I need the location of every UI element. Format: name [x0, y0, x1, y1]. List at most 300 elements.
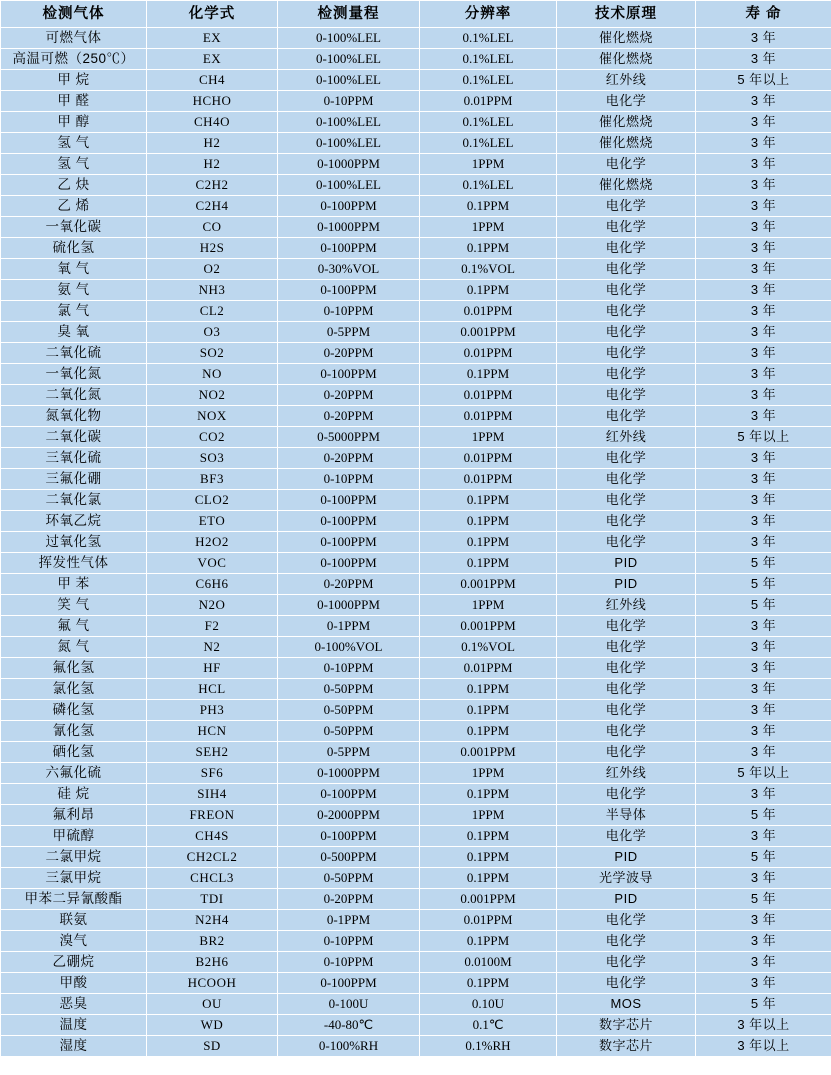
- table-cell-name: 硫化氢: [1, 238, 147, 259]
- table-row: [1, 889, 831, 910]
- table-cell-tech: 电化学: [557, 616, 696, 637]
- table-cell-name: 环氧乙烷: [1, 511, 147, 532]
- table-cell-formula: H2S: [147, 238, 278, 259]
- table-row: [1, 133, 831, 154]
- table-cell-life: 3 年: [696, 910, 831, 931]
- table-cell-name: 联氨: [1, 910, 147, 931]
- table-row: [1, 469, 831, 490]
- table-cell-life: 3 年: [696, 238, 831, 259]
- table-cell-res: 1PPM: [420, 217, 557, 238]
- table-cell-range: 0-5PPM: [278, 322, 420, 343]
- table-cell-name: 二氧化氯: [1, 490, 147, 511]
- table-row: [1, 721, 831, 742]
- table-cell-tech: 红外线: [557, 70, 696, 91]
- table-cell-range: 0-10PPM: [278, 952, 420, 973]
- table-cell-res: 0.01PPM: [420, 469, 557, 490]
- table-cell-range: 0-5000PPM: [278, 427, 420, 448]
- table-row: [1, 343, 831, 364]
- table-cell-formula: TDI: [147, 889, 278, 910]
- table-cell-res: 0.01PPM: [420, 448, 557, 469]
- table-cell-tech: 电化学: [557, 742, 696, 763]
- table-cell-tech: 催化燃烧: [557, 28, 696, 49]
- table-cell-res: 0.01PPM: [420, 406, 557, 427]
- table-cell-res: 0.1PPM: [420, 490, 557, 511]
- table-cell-name: 氟 气: [1, 616, 147, 637]
- table-body: [1, 28, 831, 1057]
- table-cell-res: 0.1PPM: [420, 553, 557, 574]
- table-cell-name: 氨 气: [1, 280, 147, 301]
- table-cell-range: 0-1000PPM: [278, 595, 420, 616]
- table-cell-name: 甲酸: [1, 973, 147, 994]
- table-cell-tech: 电化学: [557, 364, 696, 385]
- table-row: [1, 973, 831, 994]
- table-cell-formula: SF6: [147, 763, 278, 784]
- table-cell-life: 3 年: [696, 679, 831, 700]
- table-cell-range: 0-20PPM: [278, 448, 420, 469]
- table-cell-formula: SO2: [147, 343, 278, 364]
- table-row: [1, 490, 831, 511]
- table-cell-name: 甲 醇: [1, 112, 147, 133]
- table-cell-tech: 电化学: [557, 511, 696, 532]
- table-row: [1, 826, 831, 847]
- table-cell-formula: WD: [147, 1015, 278, 1036]
- table-cell-formula: SEH2: [147, 742, 278, 763]
- table-cell-range: 0-100PPM: [278, 826, 420, 847]
- table-cell-name: 磷化氢: [1, 700, 147, 721]
- table-cell-life: 3 年: [696, 784, 831, 805]
- table-cell-formula: CL2: [147, 301, 278, 322]
- table-row: [1, 70, 831, 91]
- table-row: [1, 238, 831, 259]
- table-cell-tech: 光学波导: [557, 868, 696, 889]
- table-row: [1, 658, 831, 679]
- table-cell-formula: C2H4: [147, 196, 278, 217]
- table-cell-life: 3 年: [696, 91, 831, 112]
- table-cell-res: 0.1PPM: [420, 196, 557, 217]
- table-cell-res: 0.001PPM: [420, 616, 557, 637]
- table-cell-tech: PID: [557, 889, 696, 910]
- table-row: [1, 679, 831, 700]
- table-cell-res: 0.1PPM: [420, 532, 557, 553]
- table-cell-tech: 电化学: [557, 448, 696, 469]
- table-cell-range: 0-10PPM: [278, 469, 420, 490]
- table-cell-range: 0-100%LEL: [278, 70, 420, 91]
- table-cell-formula: O2: [147, 259, 278, 280]
- table-cell-formula: ETO: [147, 511, 278, 532]
- table-cell-res: 0.1%LEL: [420, 70, 557, 91]
- table-cell-life: 3 年: [696, 217, 831, 238]
- table-cell-res: 0.01PPM: [420, 658, 557, 679]
- table-cell-life: 3 年: [696, 196, 831, 217]
- table-cell-formula: EX: [147, 28, 278, 49]
- table-cell-res: 0.01PPM: [420, 91, 557, 112]
- table-cell-formula: FREON: [147, 805, 278, 826]
- table-cell-name: 二氧化碳: [1, 427, 147, 448]
- table-cell-res: 0.1%RH: [420, 1036, 557, 1057]
- table-cell-res: 0.01PPM: [420, 343, 557, 364]
- table-row: [1, 112, 831, 133]
- table-cell-res: 0.1PPM: [420, 847, 557, 868]
- table-cell-res: 0.1PPM: [420, 868, 557, 889]
- table-row: [1, 217, 831, 238]
- table-cell-name: 恶臭: [1, 994, 147, 1015]
- table-cell-range: 0-10PPM: [278, 91, 420, 112]
- table-cell-res: 1PPM: [420, 595, 557, 616]
- table-cell-range: 0-100%LEL: [278, 175, 420, 196]
- table-cell-tech: 电化学: [557, 532, 696, 553]
- table-cell-life: 3 年: [696, 343, 831, 364]
- table-cell-name: 乙 炔: [1, 175, 147, 196]
- table-cell-range: 0-100PPM: [278, 553, 420, 574]
- table-cell-res: 0.001PPM: [420, 889, 557, 910]
- table-cell-range: 0-100%RH: [278, 1036, 420, 1057]
- table-cell-name: 氧 气: [1, 259, 147, 280]
- table-cell-range: -40-80℃: [278, 1015, 420, 1036]
- column-header-gas-name: 检测气体: [1, 1, 147, 28]
- table-cell-range: 0-10PPM: [278, 301, 420, 322]
- table-cell-formula: CH2CL2: [147, 847, 278, 868]
- table-row: [1, 28, 831, 49]
- table-cell-range: 0-50PPM: [278, 868, 420, 889]
- table-cell-tech: PID: [557, 574, 696, 595]
- table-cell-life: 3 年: [696, 280, 831, 301]
- table-cell-life: 3 年: [696, 700, 831, 721]
- table-cell-life: 3 年: [696, 406, 831, 427]
- table-cell-name: 三氯甲烷: [1, 868, 147, 889]
- table-cell-res: 0.1%LEL: [420, 175, 557, 196]
- table-row: [1, 196, 831, 217]
- table-cell-tech: 电化学: [557, 280, 696, 301]
- table-cell-life: 3 年: [696, 133, 831, 154]
- table-cell-name: 氟利昂: [1, 805, 147, 826]
- table-cell-formula: CO2: [147, 427, 278, 448]
- table-cell-tech: 催化燃烧: [557, 133, 696, 154]
- table-cell-life: 3 年: [696, 301, 831, 322]
- table-row: [1, 385, 831, 406]
- table-cell-formula: HF: [147, 658, 278, 679]
- table-cell-range: 0-100PPM: [278, 490, 420, 511]
- table-cell-res: 0.0100M: [420, 952, 557, 973]
- table-cell-range: 0-1000PPM: [278, 217, 420, 238]
- table-row: [1, 322, 831, 343]
- table-cell-res: 0.001PPM: [420, 322, 557, 343]
- table-cell-life: 3 年: [696, 826, 831, 847]
- table-cell-life: 3 年以上: [696, 1015, 831, 1036]
- table-cell-life: 3 年: [696, 448, 831, 469]
- table-row: [1, 868, 831, 889]
- table-cell-range: 0-100PPM: [278, 511, 420, 532]
- table-cell-range: 0-1000PPM: [278, 763, 420, 784]
- table-cell-tech: 电化学: [557, 385, 696, 406]
- table-cell-tech: 电化学: [557, 658, 696, 679]
- column-header-resolution: 分辨率: [420, 1, 557, 28]
- table-cell-formula: H2: [147, 154, 278, 175]
- table-cell-res: 0.1%LEL: [420, 133, 557, 154]
- table-cell-range: 0-100PPM: [278, 238, 420, 259]
- table-cell-formula: HCL: [147, 679, 278, 700]
- table-cell-range: 0-1PPM: [278, 910, 420, 931]
- table-cell-name: 二氧化氮: [1, 385, 147, 406]
- table-cell-name: 挥发性气体: [1, 553, 147, 574]
- table-row: [1, 847, 831, 868]
- table-cell-name: 甲 醛: [1, 91, 147, 112]
- table-cell-name: 乙 烯: [1, 196, 147, 217]
- table-cell-res: 1PPM: [420, 427, 557, 448]
- table-cell-res: 1PPM: [420, 805, 557, 826]
- table-row: [1, 616, 831, 637]
- table-cell-res: 0.1%VOL: [420, 637, 557, 658]
- table-cell-tech: 电化学: [557, 406, 696, 427]
- table-cell-tech: 电化学: [557, 91, 696, 112]
- table-cell-life: 3 年: [696, 490, 831, 511]
- table-cell-range: 0-2000PPM: [278, 805, 420, 826]
- table-cell-range: 0-100PPM: [278, 532, 420, 553]
- table-cell-range: 0-100%LEL: [278, 133, 420, 154]
- table-cell-tech: 电化学: [557, 490, 696, 511]
- table-cell-tech: 电化学: [557, 931, 696, 952]
- table-cell-tech: 半导体: [557, 805, 696, 826]
- table-cell-tech: 红外线: [557, 427, 696, 448]
- table-cell-name: 三氟化硼: [1, 469, 147, 490]
- table-cell-res: 1PPM: [420, 154, 557, 175]
- table-cell-formula: NO: [147, 364, 278, 385]
- table-row: [1, 931, 831, 952]
- table-cell-formula: CHCL3: [147, 868, 278, 889]
- table-cell-range: 0-100%VOL: [278, 637, 420, 658]
- table-cell-name: 硅 烷: [1, 784, 147, 805]
- table-cell-res: 0.10U: [420, 994, 557, 1015]
- table-row: [1, 994, 831, 1015]
- table-cell-life: 5 年: [696, 595, 831, 616]
- table-cell-life: 3 年: [696, 637, 831, 658]
- table-cell-tech: 电化学: [557, 154, 696, 175]
- table-cell-tech: 电化学: [557, 238, 696, 259]
- table-cell-tech: 电化学: [557, 469, 696, 490]
- table-row: [1, 511, 831, 532]
- table-cell-life: 3 年: [696, 385, 831, 406]
- table-cell-life: 3 年: [696, 49, 831, 70]
- table-cell-formula: BR2: [147, 931, 278, 952]
- table-cell-range: 0-20PPM: [278, 406, 420, 427]
- table-cell-tech: 催化燃烧: [557, 49, 696, 70]
- table-cell-res: 0.1%VOL: [420, 259, 557, 280]
- table-cell-res: 0.01PPM: [420, 910, 557, 931]
- table-cell-name: 甲 苯: [1, 574, 147, 595]
- table-row: [1, 1036, 831, 1057]
- table-row: [1, 154, 831, 175]
- table-cell-name: 温度: [1, 1015, 147, 1036]
- table-row: [1, 49, 831, 70]
- column-header-chemical-formula: 化学式: [147, 1, 278, 28]
- table-cell-formula: C6H6: [147, 574, 278, 595]
- table-cell-life: 3 年以上: [696, 1036, 831, 1057]
- table-cell-life: 5 年: [696, 574, 831, 595]
- table-cell-formula: N2H4: [147, 910, 278, 931]
- table-cell-tech: 电化学: [557, 679, 696, 700]
- table-row: [1, 553, 831, 574]
- table-row: [1, 364, 831, 385]
- table-cell-formula: SD: [147, 1036, 278, 1057]
- table-cell-range: 0-1000PPM: [278, 154, 420, 175]
- table-cell-formula: SIH4: [147, 784, 278, 805]
- table-cell-range: 0-100%LEL: [278, 112, 420, 133]
- table-cell-res: 0.1%LEL: [420, 49, 557, 70]
- table-cell-formula: B2H6: [147, 952, 278, 973]
- table-row: [1, 952, 831, 973]
- table-row: [1, 448, 831, 469]
- table-cell-life: 5 年以上: [696, 427, 831, 448]
- table-cell-tech: MOS: [557, 994, 696, 1015]
- table-cell-res: 0.1PPM: [420, 931, 557, 952]
- table-cell-name: 过氧化氢: [1, 532, 147, 553]
- table-cell-res: 0.1PPM: [420, 973, 557, 994]
- table-cell-life: 5 年: [696, 994, 831, 1015]
- table-row: [1, 742, 831, 763]
- table-cell-tech: 电化学: [557, 637, 696, 658]
- table-cell-res: 0.1PPM: [420, 784, 557, 805]
- table-cell-name: 氮 气: [1, 637, 147, 658]
- table-cell-formula: EX: [147, 49, 278, 70]
- table-cell-tech: 电化学: [557, 973, 696, 994]
- table-cell-formula: BF3: [147, 469, 278, 490]
- table-cell-name: 氰化氢: [1, 721, 147, 742]
- table-cell-tech: 催化燃烧: [557, 112, 696, 133]
- table-cell-range: 0-100PPM: [278, 280, 420, 301]
- table-cell-life: 3 年: [696, 364, 831, 385]
- table-row: [1, 574, 831, 595]
- table-cell-life: 3 年: [696, 616, 831, 637]
- column-header-lifespan: 寿 命: [696, 1, 831, 28]
- table-cell-name: 一氧化碳: [1, 217, 147, 238]
- table-cell-life: 3 年: [696, 658, 831, 679]
- table-row: [1, 1015, 831, 1036]
- table-cell-formula: CLO2: [147, 490, 278, 511]
- table-cell-range: 0-10PPM: [278, 658, 420, 679]
- table-cell-life: 3 年: [696, 973, 831, 994]
- table-cell-range: 0-5PPM: [278, 742, 420, 763]
- table-cell-formula: HCN: [147, 721, 278, 742]
- table-cell-range: 0-1PPM: [278, 616, 420, 637]
- table-cell-formula: CH4O: [147, 112, 278, 133]
- table-cell-res: 0.1PPM: [420, 721, 557, 742]
- table-cell-tech: 电化学: [557, 700, 696, 721]
- table-cell-res: 0.01PPM: [420, 301, 557, 322]
- table-cell-range: 0-20PPM: [278, 574, 420, 595]
- table-cell-life: 3 年: [696, 931, 831, 952]
- table-cell-name: 六氟化硫: [1, 763, 147, 784]
- table-cell-range: 0-20PPM: [278, 385, 420, 406]
- table-cell-life: 3 年: [696, 952, 831, 973]
- table-cell-range: 0-100PPM: [278, 196, 420, 217]
- table-cell-life: 3 年: [696, 175, 831, 196]
- table-cell-res: 0.01PPM: [420, 385, 557, 406]
- table-cell-tech: 电化学: [557, 910, 696, 931]
- column-header-technology: 技术原理: [557, 1, 696, 28]
- table-cell-res: 0.1PPM: [420, 280, 557, 301]
- table-cell-life: 3 年: [696, 469, 831, 490]
- table-row: [1, 805, 831, 826]
- table-cell-range: 0-50PPM: [278, 679, 420, 700]
- table-cell-tech: 电化学: [557, 259, 696, 280]
- table-cell-range: 0-50PPM: [278, 700, 420, 721]
- table-cell-tech: 电化学: [557, 826, 696, 847]
- table-cell-formula: H2O2: [147, 532, 278, 553]
- table-cell-tech: 电化学: [557, 217, 696, 238]
- table-cell-formula: PH3: [147, 700, 278, 721]
- table-cell-name: 甲 烷: [1, 70, 147, 91]
- table-cell-life: 5 年: [696, 847, 831, 868]
- table-cell-res: 0.1℃: [420, 1015, 557, 1036]
- table-cell-name: 湿度: [1, 1036, 147, 1057]
- table-row: [1, 532, 831, 553]
- table-cell-res: 0.1PPM: [420, 700, 557, 721]
- table-cell-life: 5 年: [696, 553, 831, 574]
- table-cell-name: 氮氧化物: [1, 406, 147, 427]
- table-cell-range: 0-10PPM: [278, 931, 420, 952]
- table-cell-name: 三氧化硫: [1, 448, 147, 469]
- table-row: [1, 427, 831, 448]
- table-cell-life: 3 年: [696, 154, 831, 175]
- column-header-detection-range: 检测量程: [278, 1, 420, 28]
- table-row: [1, 91, 831, 112]
- table-cell-formula: NH3: [147, 280, 278, 301]
- table-cell-res: 1PPM: [420, 763, 557, 784]
- table-cell-life: 3 年: [696, 742, 831, 763]
- table-cell-name: 一氧化氮: [1, 364, 147, 385]
- table-cell-tech: 数字芯片: [557, 1015, 696, 1036]
- table-cell-formula: HCOOH: [147, 973, 278, 994]
- table-cell-range: 0-50PPM: [278, 721, 420, 742]
- table-cell-name: 氯 气: [1, 301, 147, 322]
- table-cell-name: 臭 氧: [1, 322, 147, 343]
- table-cell-name: 氢 气: [1, 154, 147, 175]
- table-cell-range: 0-100%LEL: [278, 49, 420, 70]
- table-cell-formula: SO3: [147, 448, 278, 469]
- table-cell-formula: NOX: [147, 406, 278, 427]
- table-row: [1, 175, 831, 196]
- table-cell-formula: CH4S: [147, 826, 278, 847]
- table-cell-name: 甲硫醇: [1, 826, 147, 847]
- table-cell-life: 5 年以上: [696, 763, 831, 784]
- table-cell-life: 3 年: [696, 259, 831, 280]
- table-cell-life: 3 年: [696, 721, 831, 742]
- table-row: [1, 595, 831, 616]
- table-cell-formula: N2O: [147, 595, 278, 616]
- table-cell-tech: 电化学: [557, 343, 696, 364]
- table-cell-life: 3 年: [696, 112, 831, 133]
- table-cell-res: 0.1PPM: [420, 511, 557, 532]
- table-cell-range: 0-100PPM: [278, 973, 420, 994]
- table-row: [1, 301, 831, 322]
- table-row: [1, 700, 831, 721]
- table-cell-life: 5 年: [696, 889, 831, 910]
- table-cell-name: 二氧化硫: [1, 343, 147, 364]
- table-row: [1, 784, 831, 805]
- table-cell-life: 3 年: [696, 532, 831, 553]
- table-cell-range: 0-20PPM: [278, 343, 420, 364]
- table-cell-name: 乙硼烷: [1, 952, 147, 973]
- table-cell-formula: C2H2: [147, 175, 278, 196]
- table-cell-formula: F2: [147, 616, 278, 637]
- table-cell-range: 0-500PPM: [278, 847, 420, 868]
- table-cell-name: 甲苯二异氰酸酯: [1, 889, 147, 910]
- table-cell-tech: 催化燃烧: [557, 175, 696, 196]
- table-header-row: [1, 1, 831, 28]
- table-cell-name: 溴气: [1, 931, 147, 952]
- table-row: [1, 280, 831, 301]
- table-cell-formula: N2: [147, 637, 278, 658]
- table-cell-name: 氟化氢: [1, 658, 147, 679]
